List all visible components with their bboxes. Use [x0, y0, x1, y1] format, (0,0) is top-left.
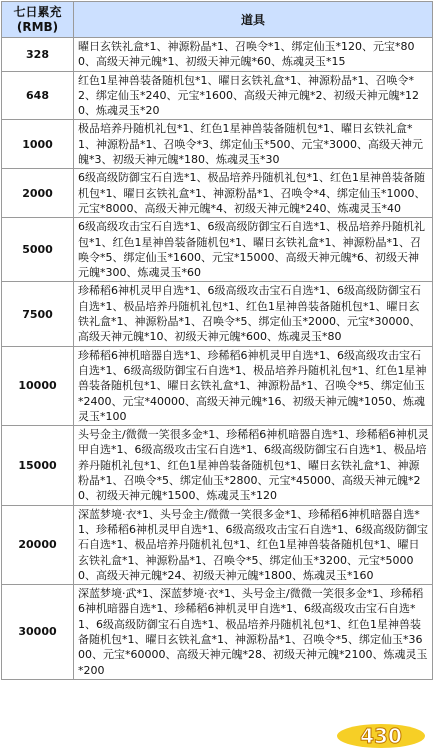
row-items: 珍稀稻6神机灵甲自选*1、6级高级攻击宝石自选*1、6级高级防御宝石自选*1、极品培养丹随机礼包*1、红色1星神兽装备随机包*1、曜日玄铁礼盒*1、神源粉晶*1、召唤令*5、绑定仙玉*2000、元宝*30000、高级天神元魄*10、初级天神元魄*600、炼魂灵玉*80 [74, 282, 433, 346]
row-items: 红色1星神兽装备随机包*1、曜日玄铁礼盒*1、神源粉晶*1、召唤令*2、绑定仙玉*240、元宝*1600、高级天神元魄*2、初级天神元魄*120、炼魂灵玉*20 [74, 71, 433, 120]
row-amount: 328 [2, 38, 74, 72]
site-watermark-logo [335, 719, 427, 749]
row-amount: 5000 [2, 218, 74, 282]
table-row [2, 426, 433, 505]
row-items: 曜日玄铁礼盒*1、神源粉晶*1、召唤令*1、绑定仙玉*120、元宝*800、高级天神元魄*1、初级天神元魄*60、炼魂灵玉*15 [74, 38, 433, 72]
header-items: 道具 [74, 2, 433, 38]
table-row [2, 38, 433, 72]
row-amount: 7500 [2, 282, 74, 346]
row-items: 头号金主/微微一笑很多金*1、珍稀稻6神机暗器自选*1、珍稀稻6神机灵甲自选*1、6级高级攻击宝石自选*1、6级高级防御宝石自选*1、极品培养丹随机礼包*1、红色1星神兽装备随机包*1、曜日玄铁礼盒*1、神源粉晶*1、召唤令*5、绑定仙玉*2800、元宝*45000、高级天神元魄*20、初级天神元魄*1500、炼魂灵玉*120 [74, 426, 433, 505]
row-items: 极品培养丹随机礼包*1、红色1星神兽装备随机包*1、曜日玄铁礼盒*1、神源粉晶*1、召唤令*3、绑定仙玉*500、元宝*3000、高级天神元魄*3、初级天神元魄*180、炼魂灵玉*30 [74, 120, 433, 169]
row-amount: 10000 [2, 346, 74, 425]
table-row [2, 505, 433, 584]
row-items: 珍稀稻6神机暗器自选*1、珍稀稻6神机灵甲自选*1、6级高级攻击宝石自选*1、6级高级防御宝石自选*1、极品培养丹随机礼包*1、红色1星神兽装备随机包*1、曜日玄铁礼盒*1、神源粉晶*1、召唤令*5、绑定仙玉*2400、元宝*40000、高级天神元魄*16、初级天神元魄*1050、炼魂灵玉*100 [74, 346, 433, 425]
table-row [2, 346, 433, 425]
table-row [2, 218, 433, 282]
header-recharge-amount [2, 2, 74, 38]
row-amount: 648 [2, 71, 74, 120]
header-recharge-title: 七日累充 [13, 4, 62, 19]
row-items: 6级高级防御宝石自选*1、极品培养丹随机礼包*1、红色1星神兽装备随机包*1、曜日玄铁礼盒*1、神源粉晶*1、召唤令*4、绑定仙玉*1000、元宝*8000、高级天神元魄*4、初级天神元魄*240、炼魂灵玉*40 [74, 169, 433, 218]
row-items: 深蓝梦境·武*1、深蓝梦境·衣*1、头号金主/微微一笑很多金*1、珍稀稻6神机暗器自选*1、珍稀稻6神机灵甲自选*1、6级高级攻击宝石自选*1、6级高级防御宝石自选*1、极品培养丹随机礼包*1、红色1星神兽装备随机包*1、曜日玄铁礼盒*1、神源粉晶*1、召唤令*5、绑定仙玉*3600、元宝*60000、高级天神元魄*28、初级天神元魄*2100、炼魂灵玉*200 [74, 585, 433, 680]
reward-table [1, 1, 433, 680]
watermark-text: 430 [360, 724, 402, 748]
row-amount: 15000 [2, 426, 74, 505]
row-items: 6级高级攻击宝石自选*1、6级高级防御宝石自选*1、极品培养丹随机礼包*1、红色1星神兽装备随机包*1、曜日玄铁礼盒*1、神源粉晶*1、召唤令*5、绑定仙玉*1600、元宝*15000、高级天神元魄*6、初级天神元魄*300、炼魂灵玉*60 [74, 218, 433, 282]
row-amount: 20000 [2, 505, 74, 584]
table-row [2, 120, 433, 169]
table-row [2, 71, 433, 120]
row-items: 深蓝梦境·衣*1、头号金主/微微一笑很多金*1、珍稀稻6神机暗器自选*1、珍稀稻6神机灵甲自选*1、6级高级攻击宝石自选*1、6级高级防御宝石自选*1、极品培养丹随机礼包*1、红色1星神兽装备随机包*1、曜日玄铁礼盒*1、神源粉晶*1、召唤令*5、绑定仙玉*3200、元宝*50000、高级天神元魄*24、初级天神元魄*1800、炼魂灵玉*160 [74, 505, 433, 584]
row-amount: 30000 [2, 585, 74, 680]
header-recharge-unit: (RMB) [16, 19, 59, 34]
table-row [2, 282, 433, 346]
row-amount: 2000 [2, 169, 74, 218]
table-header-row [2, 2, 433, 38]
table-row [2, 585, 433, 680]
row-amount: 1000 [2, 120, 74, 169]
table-row [2, 169, 433, 218]
